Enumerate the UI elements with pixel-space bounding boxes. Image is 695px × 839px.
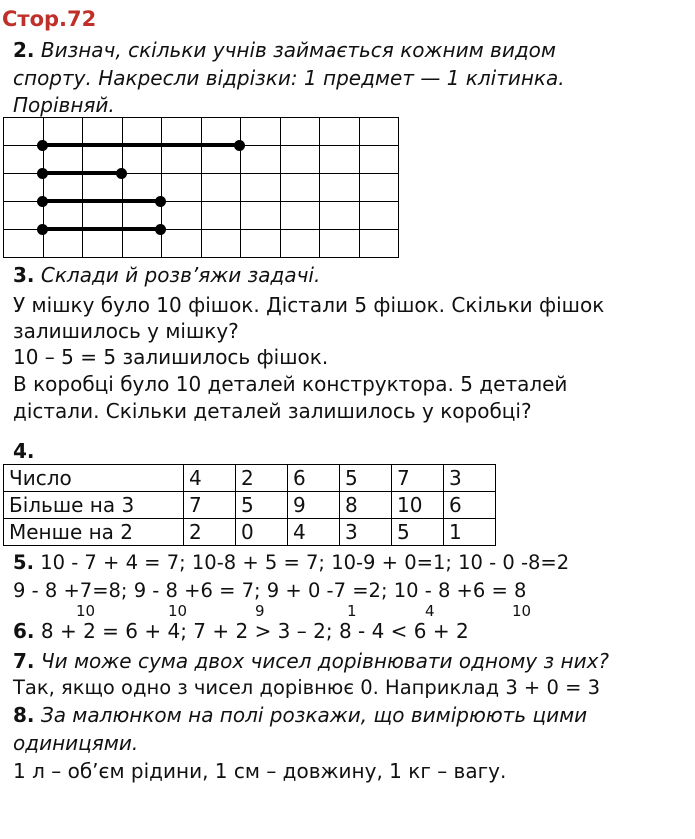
task5-number: 5. bbox=[13, 551, 34, 574]
segment-line bbox=[42, 199, 161, 203]
task6-line bbox=[13, 618, 469, 644]
segment-endpoint bbox=[155, 196, 166, 207]
task8-question-line bbox=[13, 702, 587, 728]
task3-line: У мішку було 10 фішок. Дістали 5 фішок. Скільки фішок bbox=[13, 293, 605, 317]
grid-line bbox=[359, 117, 360, 257]
task2-line3: Порівняй. bbox=[13, 93, 115, 117]
grid-line bbox=[4, 117, 399, 118]
grid-line bbox=[201, 117, 202, 257]
task8-question: За малюнком на полі розкажи, що вимірюють цими bbox=[40, 703, 588, 727]
grid-line bbox=[161, 117, 162, 257]
table-cell: 4 bbox=[184, 465, 236, 492]
grid-line bbox=[122, 117, 123, 257]
numbers-table bbox=[3, 464, 496, 546]
segment-endpoint bbox=[155, 224, 166, 235]
task3-line: залишилось у мішку? bbox=[13, 319, 239, 343]
grid-line bbox=[82, 117, 83, 257]
task4-number: 4. bbox=[13, 439, 35, 463]
task2-number: 2. bbox=[13, 38, 35, 62]
segment-line bbox=[42, 171, 121, 175]
hint-number: 10 bbox=[76, 602, 96, 620]
table-cell: 7 bbox=[184, 492, 236, 519]
hint-number: 10 bbox=[168, 602, 188, 620]
table-cell: 5 bbox=[392, 519, 444, 546]
task8-number: 8. bbox=[13, 703, 35, 727]
table-cell: 2 bbox=[184, 519, 236, 546]
hint-number: 4 bbox=[425, 602, 435, 620]
task5-line2: 9 - 8 +7=8; 9 - 8 +6 = 7; 9 + 0 -7 =2; 10 - 8 +6 = 8 bbox=[13, 579, 527, 602]
task7-question-line bbox=[13, 648, 609, 674]
row-label: Більше на 3 bbox=[4, 492, 184, 519]
table-cell: 9 bbox=[288, 492, 340, 519]
segment-endpoint bbox=[116, 168, 127, 179]
task5-text1: 10 - 7 + 4 = 7; 10-8 + 5 = 7; 10-9 + 0=1; 10 - 0 -8=2 bbox=[40, 551, 570, 574]
task3-line: дістали. Скільки деталей залишилось у коробці? bbox=[13, 399, 532, 423]
hint-number: 9 bbox=[255, 602, 265, 620]
table-cell: 0 bbox=[236, 519, 288, 546]
task6-expression: 8 + 2 = 6 + 4; 7 + 2 > 3 – 2; 8 - 4 < 6 + 2 bbox=[40, 619, 469, 643]
table-cell: 2 bbox=[236, 465, 288, 492]
task7-answer: Так, якщо одно з чисел дорівнює 0. Наприклад 3 + 0 = 3 bbox=[13, 676, 601, 699]
grid-line bbox=[43, 117, 44, 257]
task3-heading: Склади й розв’яжи задачі. bbox=[40, 263, 321, 287]
task2-line2: спорту. Накресли відрізки: 1 предмет — 1 клітинка. bbox=[13, 66, 565, 90]
row-label: Число bbox=[4, 465, 184, 492]
table-row bbox=[4, 492, 496, 519]
segment-endpoint bbox=[234, 140, 245, 151]
table-cell: 10 bbox=[392, 492, 444, 519]
table-cell: 5 bbox=[340, 465, 392, 492]
grid-line bbox=[240, 117, 241, 257]
table-cell: 6 bbox=[444, 492, 496, 519]
table-row bbox=[4, 465, 496, 492]
task3-line: В коробці було 10 деталей конструктора. 5 деталей bbox=[13, 372, 568, 396]
table-cell: 1 bbox=[444, 519, 496, 546]
task2-line1 bbox=[13, 37, 556, 63]
table-row bbox=[4, 519, 496, 546]
page-title: Стор.72 bbox=[2, 7, 97, 31]
task5-line1 bbox=[13, 550, 569, 576]
segment-line bbox=[42, 143, 240, 147]
segment-endpoint bbox=[37, 196, 48, 207]
task8-answer: 1 л – об’єм рідини, 1 см – довжину, 1 кг – вагу. bbox=[13, 759, 507, 783]
row-label: Менше на 2 bbox=[4, 519, 184, 546]
grid-line bbox=[280, 117, 281, 257]
task8-question-line2: одиницями. bbox=[13, 731, 139, 755]
table-cell: 5 bbox=[236, 492, 288, 519]
segment-endpoint bbox=[37, 140, 48, 151]
task3-heading-line bbox=[13, 262, 320, 288]
task7-question: Чи може сума двох чисел дорівнювати одному з них? bbox=[40, 649, 610, 673]
segment-endpoint bbox=[37, 224, 48, 235]
hint-number: 10 bbox=[512, 602, 532, 620]
segment-endpoint bbox=[37, 168, 48, 179]
task6-number: 6. bbox=[13, 619, 35, 643]
table-cell: 6 bbox=[288, 465, 340, 492]
table-cell: 7 bbox=[392, 465, 444, 492]
task2-text1: Визнач, скільки учнів займається кожним видом bbox=[40, 38, 556, 62]
task3-number: 3. bbox=[13, 263, 35, 287]
table-cell: 8 bbox=[340, 492, 392, 519]
hint-number: 1 bbox=[347, 602, 357, 620]
table-cell: 3 bbox=[444, 465, 496, 492]
task7-number: 7. bbox=[13, 649, 35, 673]
segments-grid bbox=[3, 117, 399, 258]
grid-line bbox=[398, 117, 399, 257]
table-cell: 3 bbox=[340, 519, 392, 546]
table-cell: 4 bbox=[288, 519, 340, 546]
segment-line bbox=[42, 227, 161, 231]
grid-line bbox=[319, 117, 320, 257]
task3-line: 10 – 5 = 5 залишилось фішок. bbox=[13, 345, 329, 369]
